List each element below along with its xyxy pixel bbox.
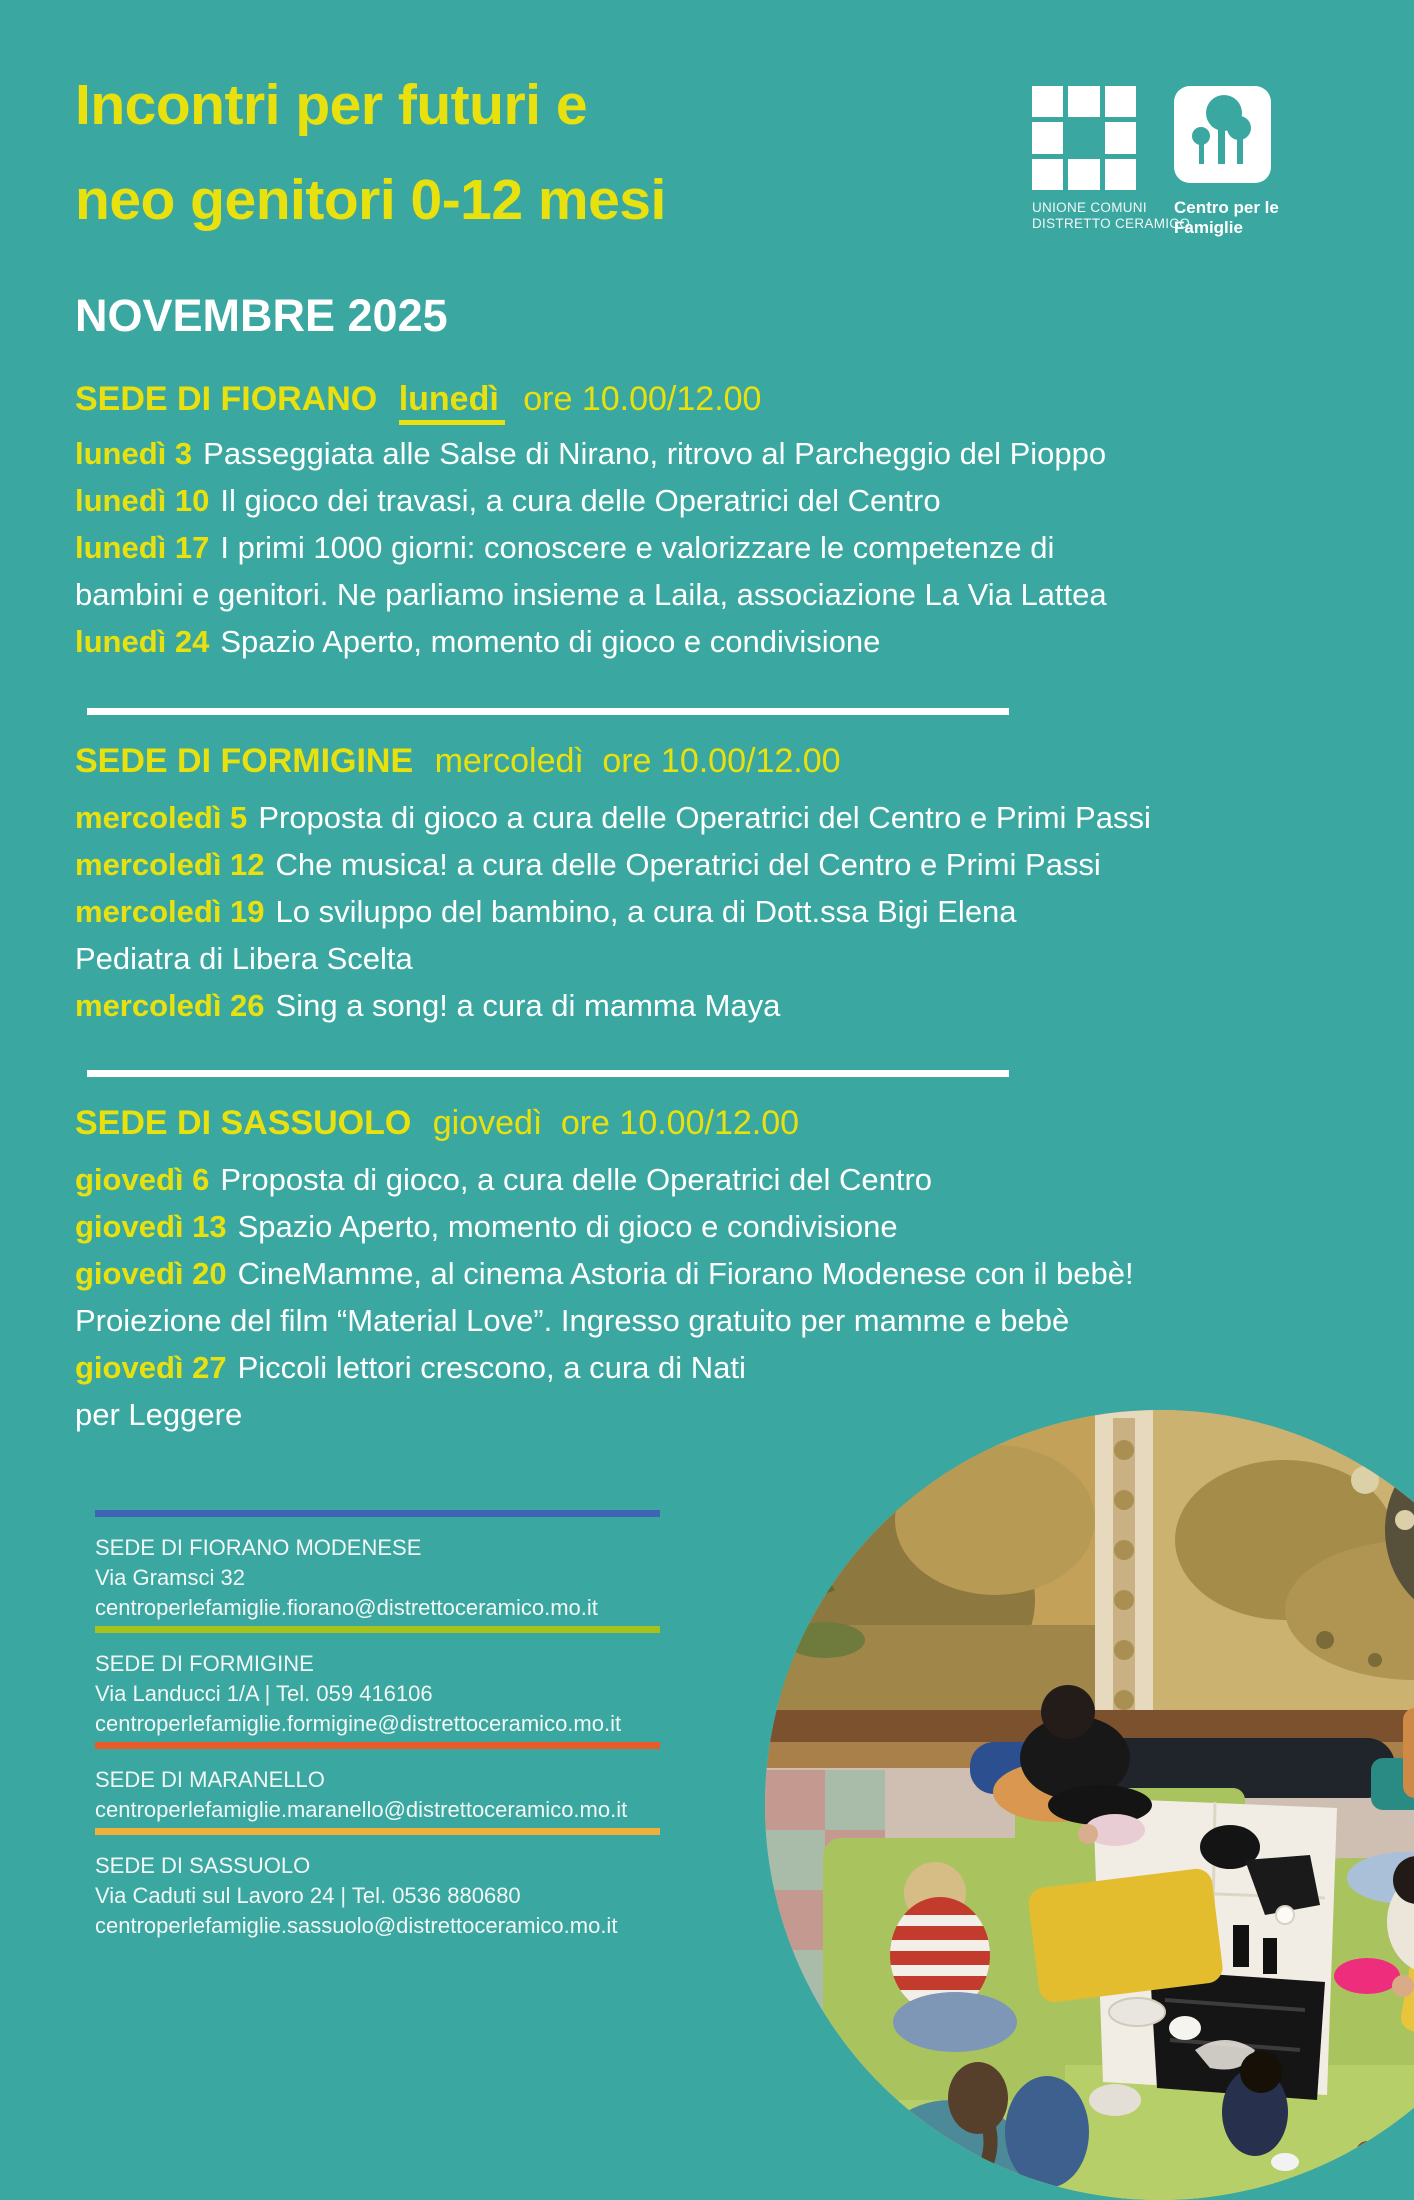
centro-caption-line2: Famiglie [1174, 218, 1243, 237]
contact-email: centroperlefamiglie.formigine@distrettoceramico.mo.it [95, 1711, 622, 1736]
contact-color-bar [95, 1510, 660, 1517]
contact-name: SEDE DI MARANELLO [95, 1767, 325, 1792]
event-day: lunedì 10 [75, 483, 210, 518]
event-line [75, 1156, 1370, 1203]
contact-color-bar [95, 1626, 660, 1633]
event-line [75, 524, 1370, 571]
event-line [75, 430, 1370, 477]
section-day-word: lunedì [399, 380, 505, 425]
event-text: Spazio Aperto, momento di gioco e condivisione [237, 1209, 898, 1244]
grid-square-hole [1068, 122, 1099, 153]
event-day: lunedì 24 [75, 624, 210, 659]
event-text: Proposta di gioco, a cura delle Operatrici del Centro [220, 1162, 933, 1197]
section-label: SEDE DI SASSUOLO [75, 1104, 412, 1142]
event-line-continuation: Proiezione del film “Material Love”. Ingresso gratuito per mamme e bebè [75, 1303, 1070, 1338]
event-day: giovedì 6 [75, 1162, 210, 1197]
contact-email: centroperlefamiglie.sassuolo@distrettoceramico.mo.it [95, 1913, 618, 1938]
event-line [75, 841, 1370, 888]
grid-square [1105, 86, 1136, 117]
contact-address: Via Caduti sul Lavoro 24 | Tel. 0536 880680 [95, 1883, 521, 1908]
section-heading-sassuolo [75, 1104, 799, 1143]
contact-card-formigine [95, 1626, 660, 1739]
event-line-continuation: Pediatra di Libera Scelta [75, 941, 413, 976]
event-line [75, 477, 1370, 524]
section-time: ore 10.00/12.00 [523, 380, 762, 418]
event-day: giovedì 27 [75, 1350, 227, 1385]
playroom-photo [765, 1410, 1414, 2200]
section-time: ore 10.00/12.00 [560, 1104, 800, 1142]
page-title [75, 58, 666, 248]
section-day-word: mercoledì [434, 742, 584, 780]
contact-color-bar [95, 1828, 660, 1835]
tree-icon-graphic [1174, 86, 1271, 183]
grid-square [1032, 159, 1063, 190]
photo-mural-wall [765, 1410, 1414, 1745]
event-text: Piccoli lettori crescono, a cura di Nati [237, 1350, 746, 1385]
centro-famiglie-tree-icon [1174, 86, 1271, 183]
event-line [75, 1250, 1370, 1297]
event-line [75, 794, 1370, 841]
playroom-photo-graphic [765, 1410, 1414, 2200]
event-text: Passeggiata alle Salse di Nirano, ritrovo al Parcheggio del Pioppo [203, 436, 1107, 471]
event-line [75, 618, 1370, 665]
event-day: mercoledì 12 [75, 847, 265, 882]
event-text: Il gioco dei travasi, a cura delle Operatrici del Centro [220, 483, 941, 518]
section-divider [87, 708, 1009, 715]
section-day-word: giovedì [432, 1104, 543, 1142]
contact-name: SEDE DI FORMIGINE [95, 1651, 314, 1676]
grid-square [1032, 122, 1063, 153]
event-list-sassuolo [75, 1156, 1370, 1438]
grid-square [1105, 159, 1136, 190]
page-title-line1: Incontri per futuri e [75, 73, 588, 137]
grid-square [1068, 86, 1099, 117]
unione-comuni-grid-icon [1032, 86, 1136, 190]
event-day: mercoledì 26 [75, 988, 265, 1023]
event-text: Proposta di gioco a cura delle Operatrici del Centro e Primi Passi [258, 800, 1151, 835]
event-text: Sing a song! a cura di mamma Maya [275, 988, 781, 1023]
section-heading-fiorano [75, 380, 761, 419]
grid-square [1032, 86, 1063, 117]
event-text: I primi 1000 giorni: conoscere e valorizzare le competenze di [220, 530, 1055, 565]
contact-name: SEDE DI SASSUOLO [95, 1853, 311, 1878]
event-text: Spazio Aperto, momento di gioco e condivisione [220, 624, 881, 659]
centro-caption-line1: Centro per le [1174, 198, 1279, 217]
contact-email: centroperlefamiglie.maranello@distrettoceramico.mo.it [95, 1797, 628, 1822]
event-line-continuation: bambini e genitori. Ne parliamo insieme a Laila, associazione La Via Lattea [75, 577, 1107, 612]
event-line [75, 888, 1370, 935]
section-heading-formigine [75, 742, 841, 781]
contact-card-fiorano-modenese [95, 1510, 660, 1623]
event-day: giovedì 13 [75, 1209, 227, 1244]
page-title-line2: neo genitori 0-12 mesi [75, 168, 666, 232]
centro-famiglie-caption [1174, 198, 1279, 238]
unione-comuni-caption [1032, 200, 1190, 232]
event-line [75, 1203, 1370, 1250]
contact-address: Via Gramsci 32 [95, 1565, 245, 1590]
contact-name: SEDE DI FIORANO MODENESE [95, 1535, 422, 1560]
grid-square [1068, 159, 1099, 190]
event-list-formigine [75, 794, 1370, 1029]
section-divider [87, 1070, 1009, 1077]
event-line [75, 982, 1370, 1029]
event-line [75, 1344, 1370, 1391]
contact-card-maranello [95, 1742, 660, 1825]
event-day: mercoledì 19 [75, 894, 265, 929]
event-text: Lo sviluppo del bambino, a cura di Dott.ssa Bigi Elena [275, 894, 1017, 929]
contact-card-sassuolo [95, 1828, 660, 1941]
event-line-continuation: per Leggere [75, 1397, 243, 1432]
unione-caption-line2: DISTRETTO CERAMICO [1032, 216, 1191, 231]
event-list-fiorano [75, 430, 1370, 665]
contact-email: centroperlefamiglie.fiorano@distrettoceramico.mo.it [95, 1595, 598, 1620]
event-day: lunedì 3 [75, 436, 193, 471]
contact-address: Via Landucci 1/A | Tel. 059 416106 [95, 1681, 433, 1706]
event-day: lunedì 17 [75, 530, 210, 565]
section-time: ore 10.00/12.00 [602, 742, 841, 780]
contact-color-bar [95, 1742, 660, 1749]
section-label: SEDE DI FIORANO [75, 380, 378, 418]
event-text: CineMamme, al cinema Astoria di Fiorano Modenese con il bebè! [237, 1256, 1134, 1291]
unione-caption-line1: UNIONE COMUNI [1032, 200, 1147, 215]
event-day: giovedì 20 [75, 1256, 227, 1291]
month-heading: NOVEMBRE 2025 [75, 290, 448, 341]
event-day: mercoledì 5 [75, 800, 248, 835]
grid-square [1105, 122, 1136, 153]
event-text: Che musica! a cura delle Operatrici del Centro e Primi Passi [275, 847, 1101, 882]
section-label: SEDE DI FORMIGINE [75, 742, 414, 780]
